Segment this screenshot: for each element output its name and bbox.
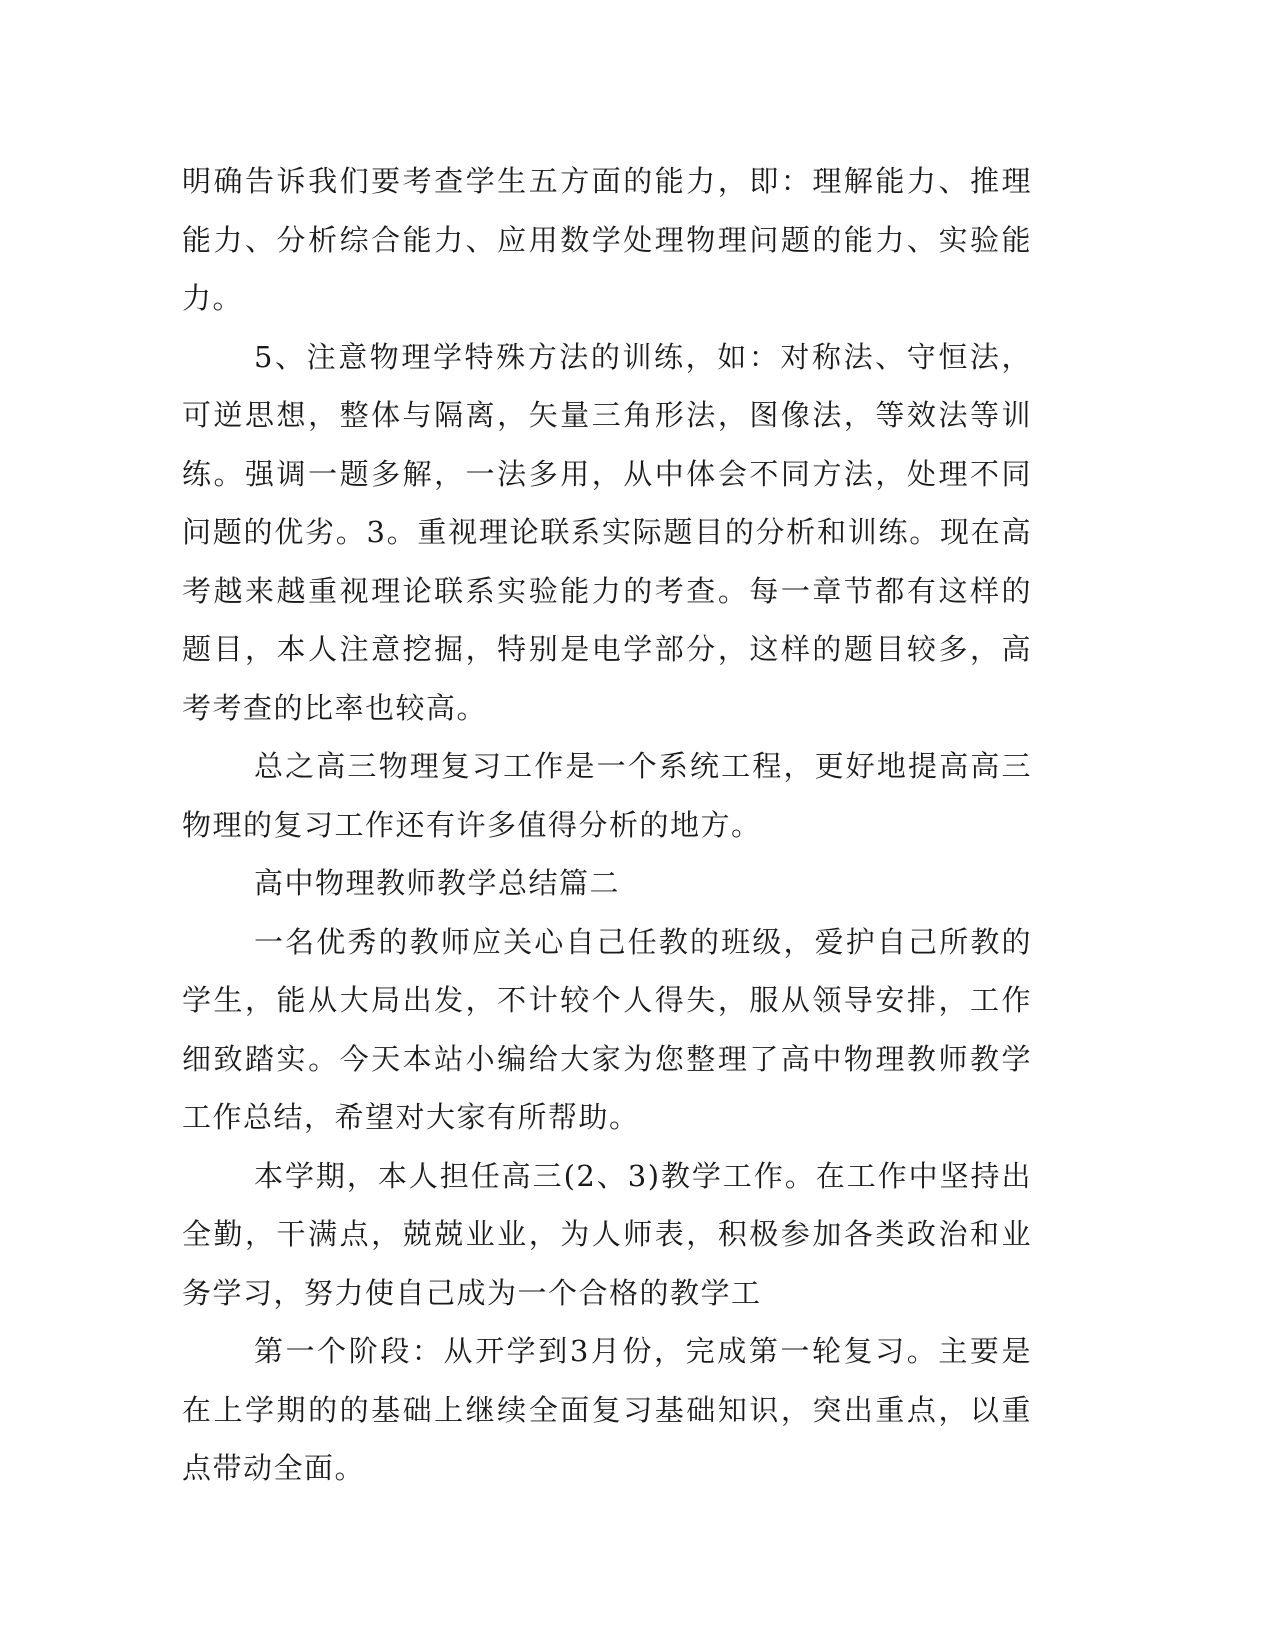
paragraph-ability-requirements: 明确告诉我们要考查学生五方面的能力，即：理解能力、推理能力、分析综合能力、应用数学处理物理问题的能力、实验能力。 bbox=[182, 164, 1032, 315]
paragraph-semester-work: 本学期，本人担任高三(2、3)教学工作。在工作中坚持出全勤，干满点，兢兢业业，为人师表，积极参加各类政治和业务学习，努力使自己成为一个合格的教学工 bbox=[182, 1158, 1032, 1310]
section-heading: 高中物理教师教学总结篇二 bbox=[254, 866, 621, 900]
paragraph-conclusion: 总之高三物理复习工作是一个系统工程，更好地提高高三物理的复习工作还有许多值得分析的地方。 bbox=[182, 749, 1032, 842]
paragraph-special-methods: 5、注意物理学特殊方法的训练，如：对称法、守恒法，可逆思想，整体与隔离，矢量三角形法，图像法，等效法等训练。强调一题多解，一法多用，从中体会不同方法，处理不同问题的优劣。3。重视理论联系实际题目的分析和训练。现在高考越来越重视理论联系实验能力的考查。每一章节都有这样的题目，本人注意挖掘，特别是电学部分，这样的题目较多，高考考查的比率也较高。 bbox=[182, 339, 1032, 725]
document-body bbox=[182, 152, 1032, 1498]
paragraph-teacher-intro: 一名优秀的教师应关心自己任教的班级，爱护自己所教的学生，能从大局出发，不计较个人得失，服从领导安排，工作细致踏实。今天本站小编给大家为您整理了高中物理教师教学工作总结，希望对大家有所帮助。 bbox=[182, 924, 1032, 1134]
paragraph-first-stage: 第一个阶段：从开学到3月份，完成第一轮复习。主要是在上学期的的基础上继续全面复习基础知识，突出重点，以重点带动全面。 bbox=[182, 1334, 1032, 1485]
